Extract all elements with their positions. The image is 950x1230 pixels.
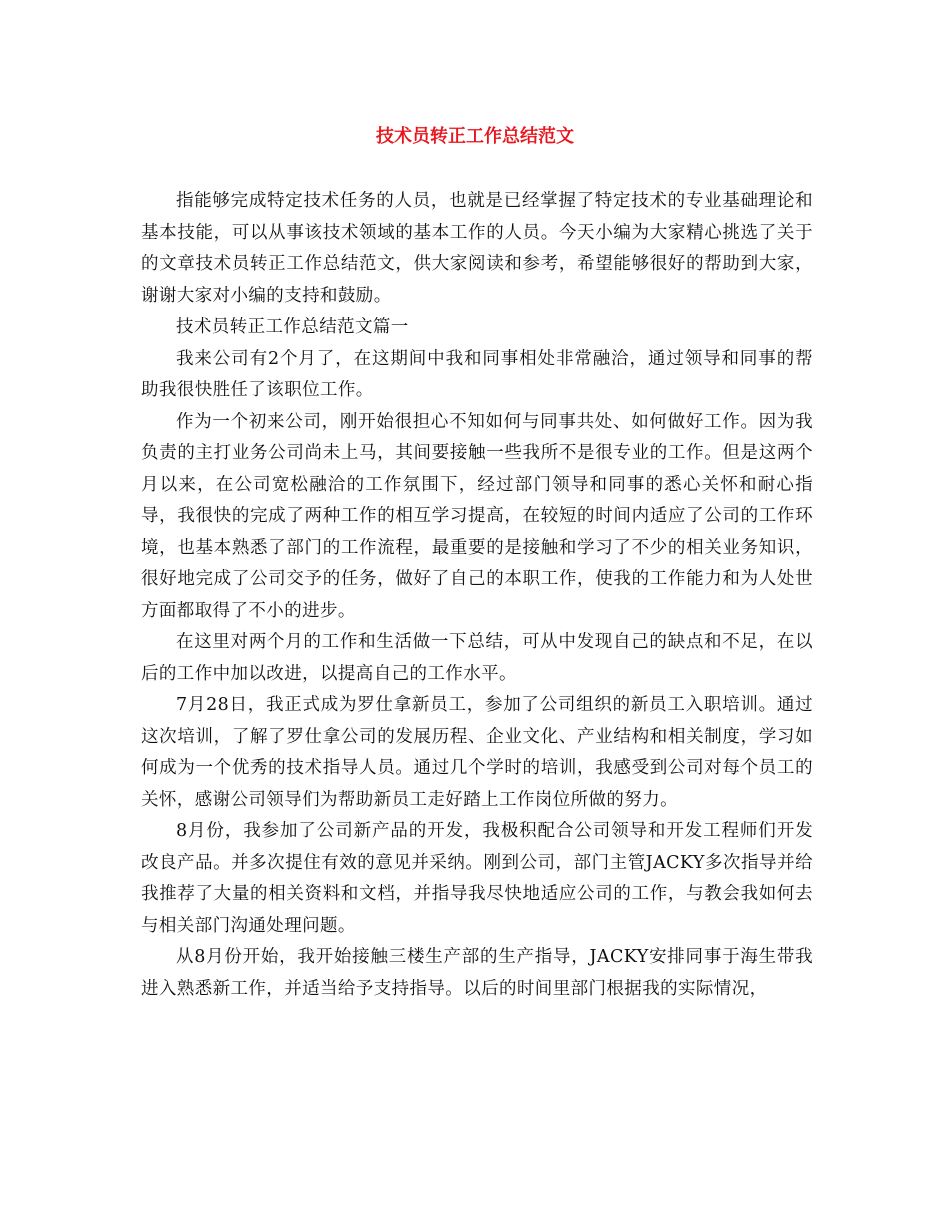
document-title: 技术员转正工作总结范文 xyxy=(376,126,574,147)
section-heading: 技术员转正工作总结范文篇一 xyxy=(176,317,409,337)
document-body xyxy=(141,186,813,1005)
body-paragraph: 8月份，我参加了公司新产品的开发，我极积配合公司领导和开发工程师们开发改良产品。并多次提住有效的意见并采纳。刚到公司，部门主管JACKY多次指导并给我推荐了大量的相关资料和文档，并指导我尽快地适应公司的工作，与教会我如何去与相关部门沟通处理问题。 xyxy=(141,821,813,936)
body-paragraph: 作为一个初来公司，刚开始很担心不知如何与同事共处、如何做好工作。因为我负责的主打业务公司尚未上马，其间要接触一些我所不是很专业的工作。但是这两个月以来，在公司宽松融洽的工作氛围下，经过部门领导和同事的悉心关怀和耐心指导，我很快的完成了两种工作的相互学习提高，在较短的时间内适应了公司的工作环境，也基本熟悉了部门的工作流程，最重要的是接触和学习了不少的相关业务知识，很好地完成了公司交予的任务，做好了自己的本职工作，使我的工作能力和为人处世方面都取得了不小的进步。 xyxy=(141,411,813,621)
intro-paragraph: 指能够完成特定技术任务的人员，也就是已经掌握了特定技术的专业基础理论和基本技能，可以从事该技术领域的基本工作的人员。今天小编为大家精心挑选了关于的文章技术员转正工作总结范文，供大家阅读和参考，希望能够很好的帮助到大家，谢谢大家对小编的支持和鼓励。 xyxy=(141,191,813,306)
body-paragraph: 我来公司有2个月了，在这期间中我和同事相处非常融洽，通过领导和同事的帮助我很快胜任了该职位工作。 xyxy=(141,348,813,400)
body-paragraph: 7月28日，我正式成为罗仕拿新员工，参加了公司组织的新员工入职培训。通过这次培训，了解了罗仕拿公司的发展历程、企业文化、产业结构和相关制度，学习如何成为一个优秀的技术指导人员。通过几个学时的培训，我感受到公司对每个员工的关怀，感谢公司领导们为帮助新员工走好踏上工作岗位所做的努力。 xyxy=(141,695,813,810)
body-paragraph: 在这里对两个月的工作和生活做一下总结，可从中发现自己的缺点和不足，在以后的工作中加以改进，以提高自己的工作水平。 xyxy=(141,632,813,684)
body-paragraph: 从8月份开始，我开始接触三楼生产部的生产指导，JACKY安排同事于海生带我进入熟悉新工作，并适当给予支持指导。以后的时间里部门根据我的实际情况， xyxy=(141,947,813,999)
